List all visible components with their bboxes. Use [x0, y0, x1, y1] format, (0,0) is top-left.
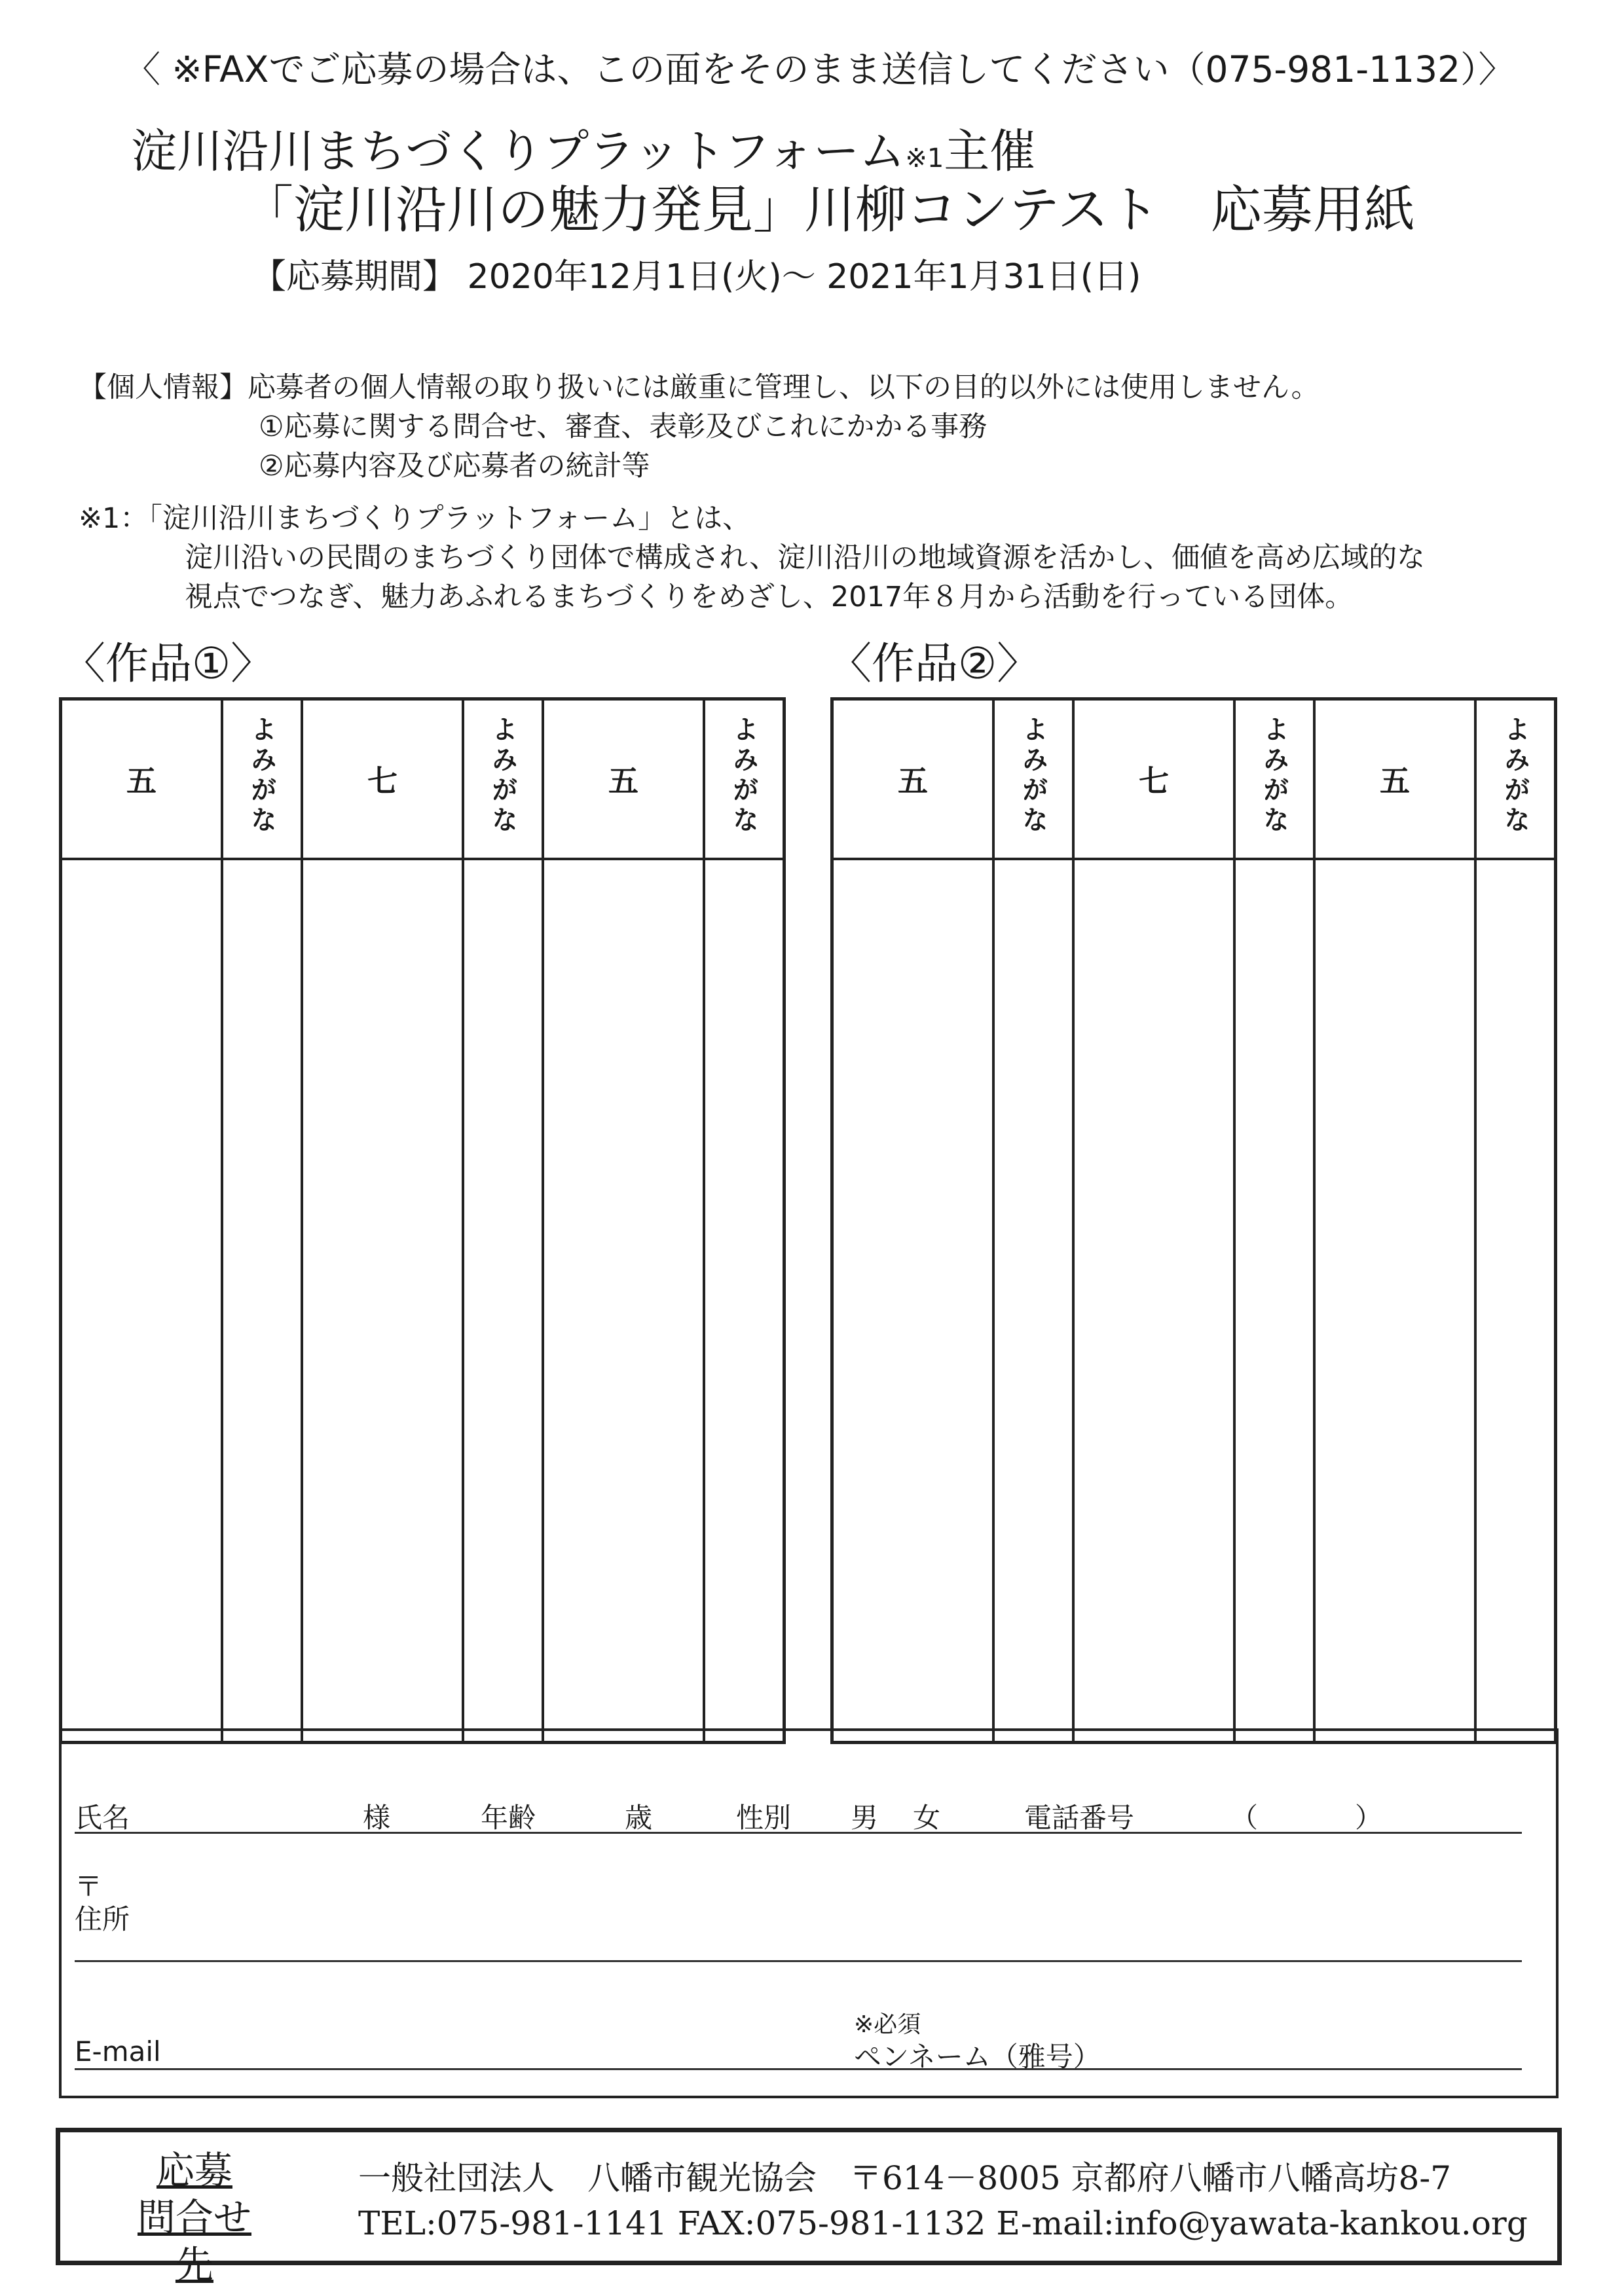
phone-paren-open: （: [1230, 1802, 1259, 1834]
female-option[interactable]: 女: [913, 1802, 941, 1834]
contact-label: [119, 2147, 270, 2288]
organizer-name: 淀川沿川まちづくりプラットフォーム: [131, 124, 906, 178]
col-go-1: 五: [832, 699, 994, 860]
contact-label-inquiry: 問合せ先: [137, 2195, 251, 2287]
penname-label: ペンネーム（雅号）: [854, 2041, 1101, 2073]
work2-go1-field[interactable]: [832, 859, 994, 1743]
col-go-1: 五: [61, 699, 223, 860]
footnote-line3: 視点でつなぎ、魅力あふれるまちづくりをめざし、2017年８月から活動を行っている団体。: [185, 581, 1354, 613]
email-line[interactable]: [75, 2068, 1522, 2070]
email-label: E-mail: [75, 2035, 161, 2068]
name-row-line[interactable]: [75, 1832, 1522, 1834]
col-yomigana-2: よみがな: [1234, 699, 1314, 860]
footnote-line2: 淀川沿いの民間のまちづくり団体で構成され、淀川沿川の地域資源を活かし、価値を高め広域的な: [185, 541, 1426, 574]
footnote-line1: ※1：「淀川沿川まちづくりプラットフォーム」とは、: [79, 502, 751, 535]
col-yomigana-3: よみがな: [1475, 699, 1556, 860]
col-go-2: 五: [543, 699, 704, 860]
fax-notice: 〈 ※FAXでご応募の場合は、この面をそのまま送信してください（075-981-1132）〉: [124, 48, 1515, 90]
age-label: 年齢: [481, 1802, 536, 1834]
work2-shichi-field[interactable]: [1073, 859, 1234, 1743]
work1-yomi3-field[interactable]: [704, 859, 784, 1743]
col-go-2: 五: [1314, 699, 1475, 860]
contact-phone-email: TEL:075-981-1141 FAX:075-981-1132 E-mail:info@yawata-kankou.org: [358, 2204, 1528, 2242]
work2-yomi3-field[interactable]: [1475, 859, 1556, 1743]
col-shichi: 七: [302, 699, 463, 860]
work1-go2-field[interactable]: [543, 859, 704, 1743]
col-yomigana-1: よみがな: [222, 699, 302, 860]
form-title: 「淀川沿川の魅力発見」川柳コンテスト 応募用紙: [242, 181, 1415, 240]
work1-table: [59, 697, 786, 1744]
work1-yomi2-field[interactable]: [463, 859, 543, 1743]
phone-paren-close: ）: [1355, 1802, 1383, 1834]
sama-label: 様: [363, 1802, 391, 1834]
col-yomigana-3: よみがな: [704, 699, 784, 860]
organizer-suffix: 主催: [944, 124, 1036, 178]
application-period: 【応募期間】 2020年12月1日(火)～ 2021年1月31日(日): [252, 257, 1141, 297]
contact-label-apply: 応募: [156, 2148, 232, 2193]
applicant-info-box: [59, 1728, 1559, 2098]
work2-go2-field[interactable]: [1314, 859, 1475, 1743]
address-line[interactable]: [75, 1960, 1522, 1962]
work2-heading: 〈作品②〉: [828, 638, 1041, 689]
contact-address: 一般社団法人 八幡市観光協会 〒614－8005 京都府八幡市八幡高坊8-7: [358, 2159, 1452, 2197]
col-shichi: 七: [1073, 699, 1234, 860]
col-yomigana-2: よみがな: [463, 699, 543, 860]
personal-info-line3: ②応募内容及び応募者の統計等: [259, 450, 650, 483]
work2-table: [830, 697, 1557, 1744]
name-label: 氏名: [75, 1802, 130, 1834]
sai-label: 歳: [625, 1802, 653, 1834]
phone-label: 電話番号: [1024, 1802, 1135, 1834]
address-label: 住所: [75, 1903, 130, 1935]
gender-label: 性別: [736, 1802, 792, 1834]
postal-mark: 〒: [75, 1870, 103, 1903]
col-yomigana-1: よみがな: [993, 699, 1073, 860]
organizer-note: ※1: [905, 143, 944, 173]
work1-go1-field[interactable]: [61, 859, 223, 1743]
personal-info-line2: ①応募に関する問合せ、審査、表彰及びこれにかかる事務: [259, 410, 987, 443]
personal-info-line1: 【個人情報】応募者の個人情報の取り扱いには厳重に管理し、以下の目的以外には使用しません。: [79, 371, 1320, 404]
male-option[interactable]: 男: [851, 1802, 879, 1834]
work1-yomi1-field[interactable]: [222, 859, 302, 1743]
work2-yomi1-field[interactable]: [993, 859, 1073, 1743]
work1-heading: 〈作品①〉: [62, 638, 274, 689]
work1-shichi-field[interactable]: [302, 859, 463, 1743]
contact-box: [56, 2128, 1562, 2287]
required-note: ※必須: [854, 2011, 921, 2038]
work2-yomi2-field[interactable]: [1234, 859, 1314, 1743]
